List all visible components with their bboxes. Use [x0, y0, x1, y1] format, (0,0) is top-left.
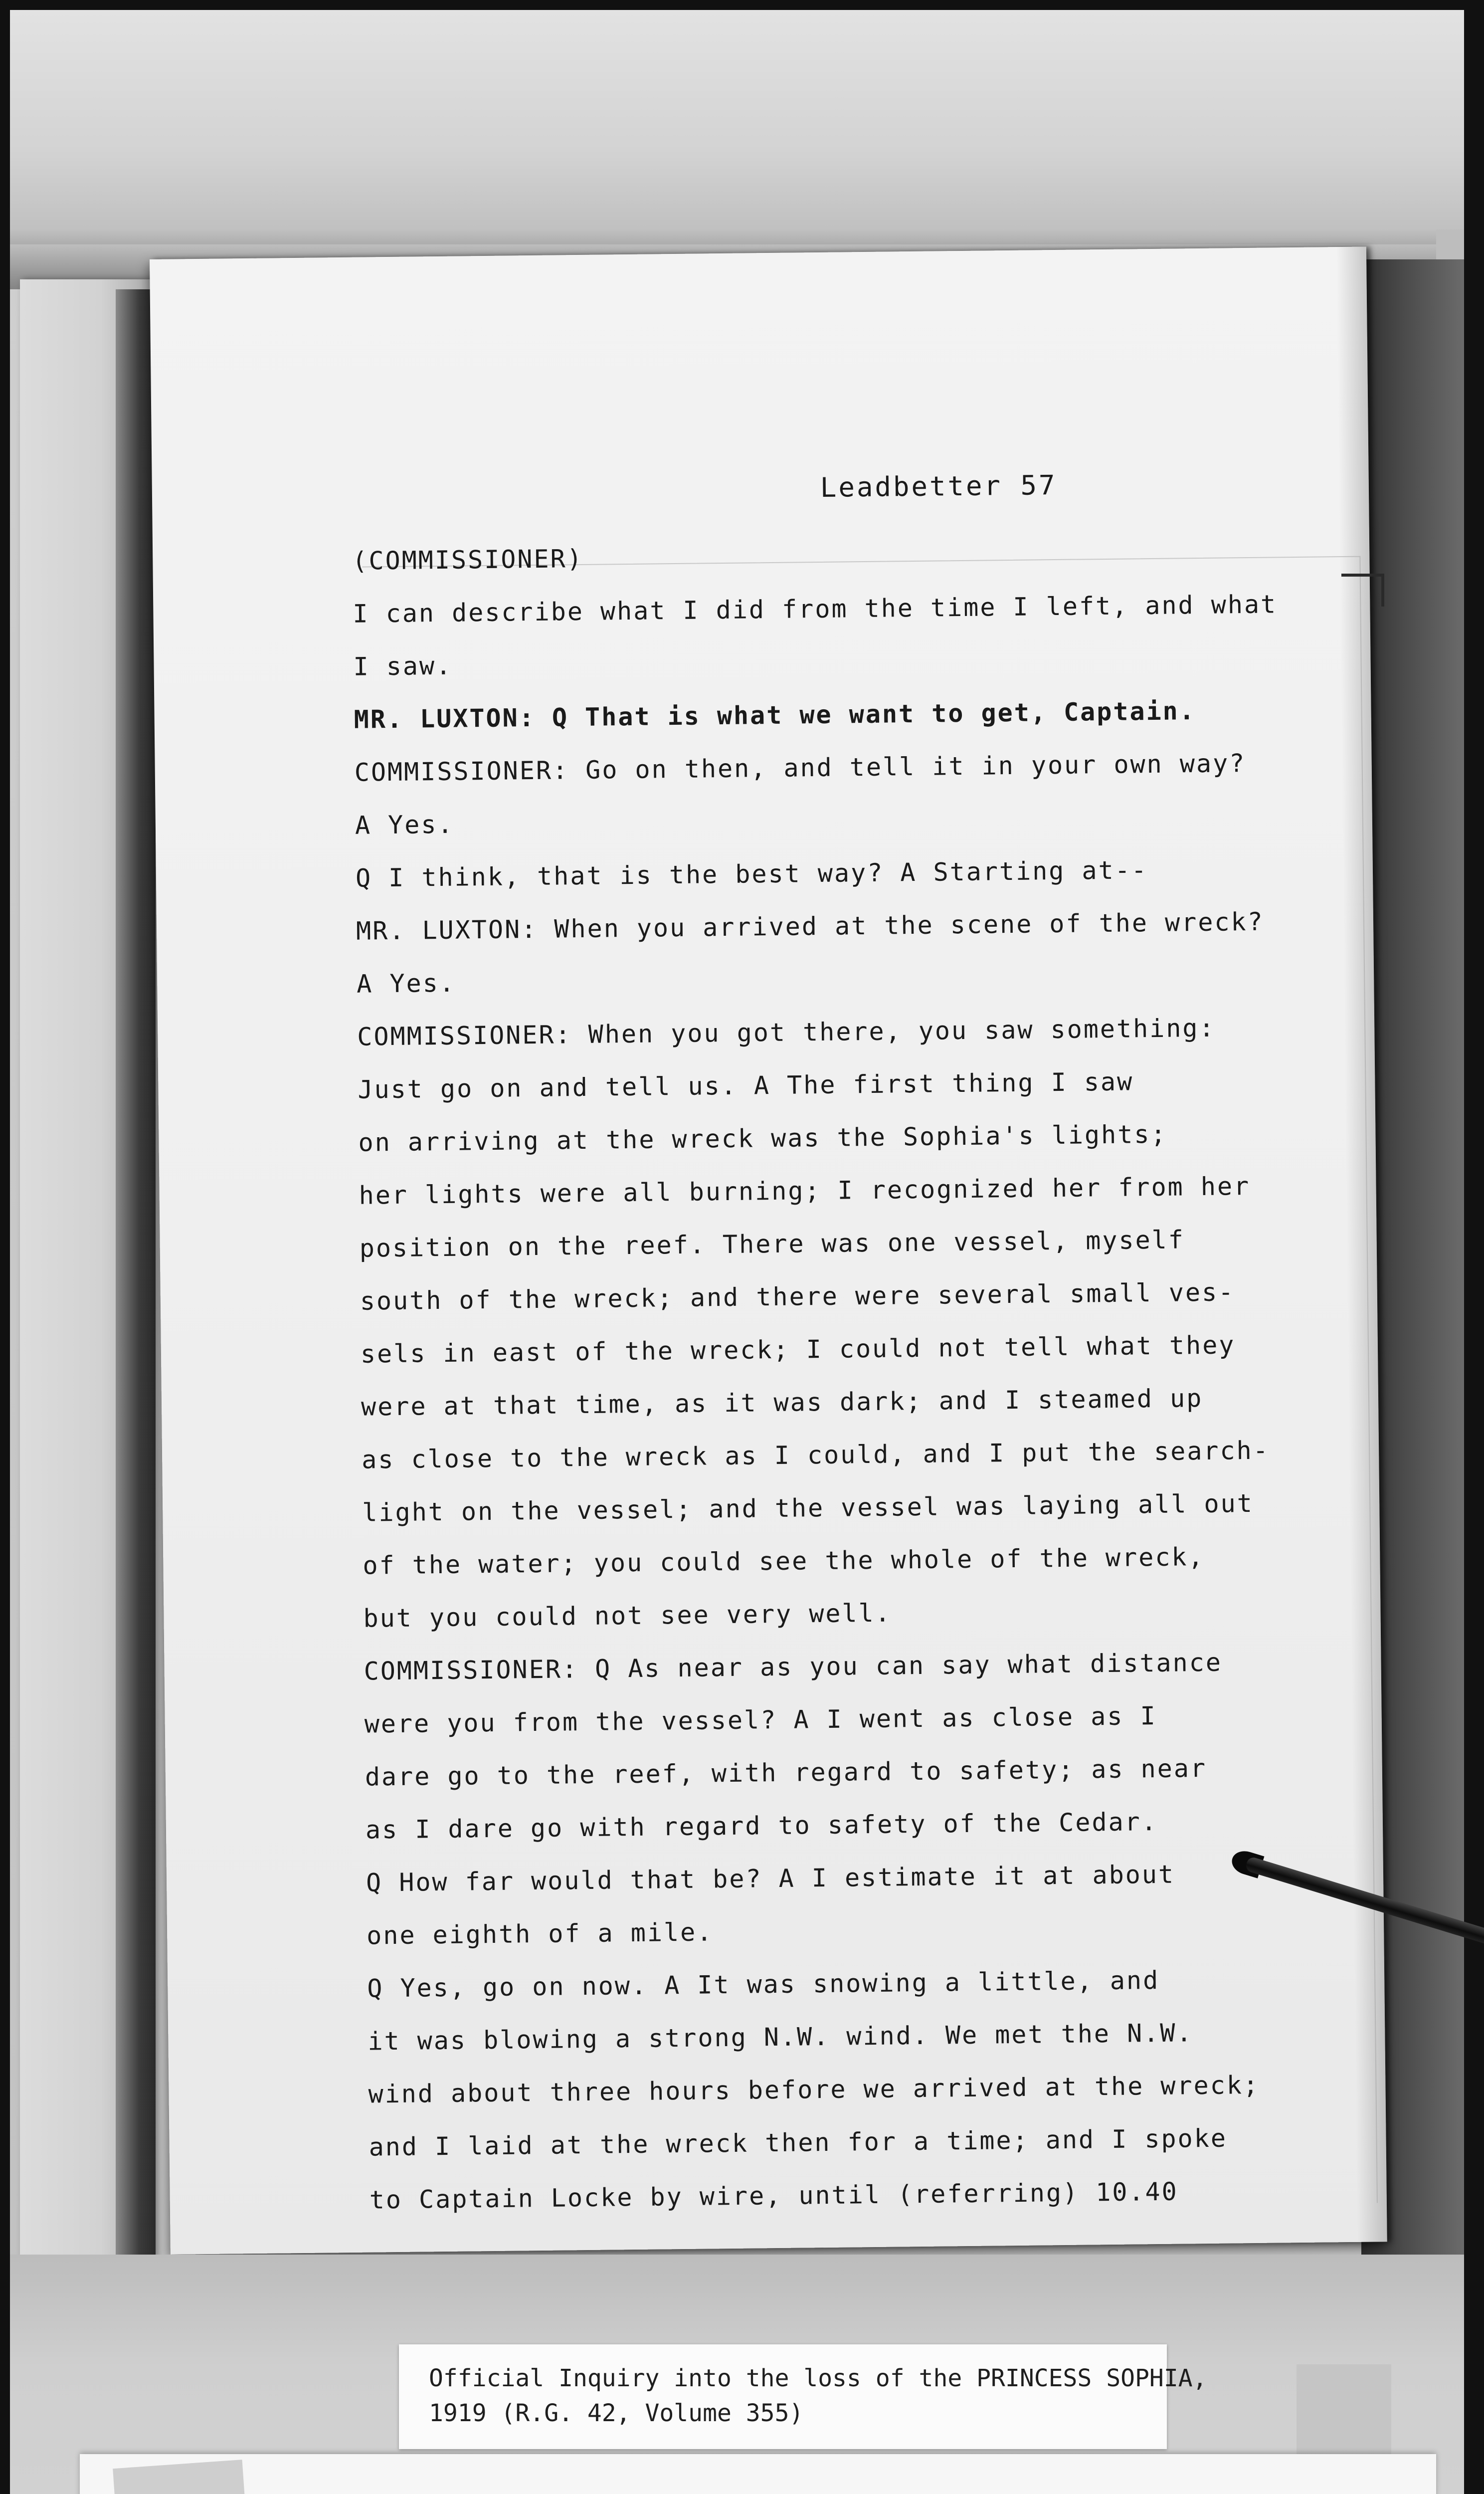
transcript-line: on arriving at the wreck was the Sophia's lights; — [358, 1119, 1167, 1157]
page-header: Leadbetter 57 — [820, 469, 1057, 503]
transcript-line: position on the reef. There was one vessel, myself — [359, 1225, 1185, 1263]
transcript-line: MR. LUXTON: When you arrived at the scene of the wreck? — [356, 907, 1264, 946]
transcript-line: south of the wreck; and there were several small ves- — [360, 1277, 1235, 1316]
transcript-line: it was blowing a strong N.W. wind. We met the N.W. — [368, 2018, 1193, 2056]
transcript-line: wind about three hours before we arrived at the wreck; — [368, 2070, 1260, 2109]
transcript-line: COMMISSIONER: Go on then, and tell it in your own way? — [354, 749, 1246, 787]
transcript-line: one eighth of a mile. — [366, 1917, 714, 1950]
tape — [1297, 2364, 1391, 2454]
transcript-line: A Yes. — [356, 968, 456, 999]
transcript-line: but you could not see very well. — [363, 1598, 892, 1633]
caption-slip — [399, 2344, 1207, 2449]
caption-line: Official Inquiry into the loss of the PRINCESS SOPHIA, — [429, 2364, 1207, 2392]
transcript-line: A Yes. — [355, 810, 454, 840]
transcript-line: sels in east of the wreck; I could not tell what they — [360, 1330, 1236, 1369]
transcript-line: Q How far would that be? A I estimate it at about — [366, 1860, 1175, 1897]
background-top — [10, 10, 1464, 244]
transcript-line: Just go on and tell us. A The first thing I saw — [358, 1067, 1134, 1104]
transcript-line: Q Yes, go on now. A It was snowing a little, and — [367, 1965, 1160, 2003]
transcript-line: Q I think, that is the best way? A Starting at-- — [355, 855, 1148, 893]
transcript-line: MR. LUXTON: Q That is what we want to get, Captain. — [354, 696, 1196, 734]
transcript-line: as close to the wreck as I could, and I put the search- — [361, 1436, 1270, 1474]
transcript-line: (COMMISSIONER) — [352, 544, 584, 576]
transcript-line: I can describe what I did from the time I left, and what — [353, 590, 1278, 628]
transcript-line: I saw. — [353, 651, 453, 681]
transcript-line: COMMISSIONER: Q As near as you can say what distance — [364, 1648, 1223, 1686]
transcript-line: dare go to the reef, with regard to safety; as near — [365, 1753, 1207, 1792]
book-gutter — [116, 289, 156, 2265]
document-page — [150, 246, 1387, 2254]
transcript-line: of the water; you could see the whole of the wreck, — [363, 1542, 1205, 1580]
typed-transcript — [150, 246, 1387, 2254]
transcript-line: and I laid at the wreck then for a time; and I spoke — [369, 2123, 1228, 2162]
transcript-line: light on the vessel; and the vessel was laying all out — [362, 1488, 1254, 1527]
transcript-line: were at that time, as it was dark; and I steamed up — [361, 1384, 1203, 1422]
transcript-line: as I dare go with regard to safety of the Cedar. — [365, 1807, 1158, 1845]
margin-mark — [1341, 574, 1384, 607]
transcript-line: COMMISSIONER: When you got there, you saw something: — [357, 1013, 1216, 1051]
archive-card — [80, 2454, 1436, 2494]
transcript-line: to Captain Locke by wire, until (referring) 10.40 — [369, 2177, 1179, 2215]
caption-line: 1919 (R.G. 42, Volume 355) — [429, 2399, 804, 2427]
transcript-line: were you from the vessel? A I went as close as I — [364, 1701, 1157, 1739]
transcript-line: her lights were all burning; I recognized her from her — [359, 1171, 1251, 1210]
